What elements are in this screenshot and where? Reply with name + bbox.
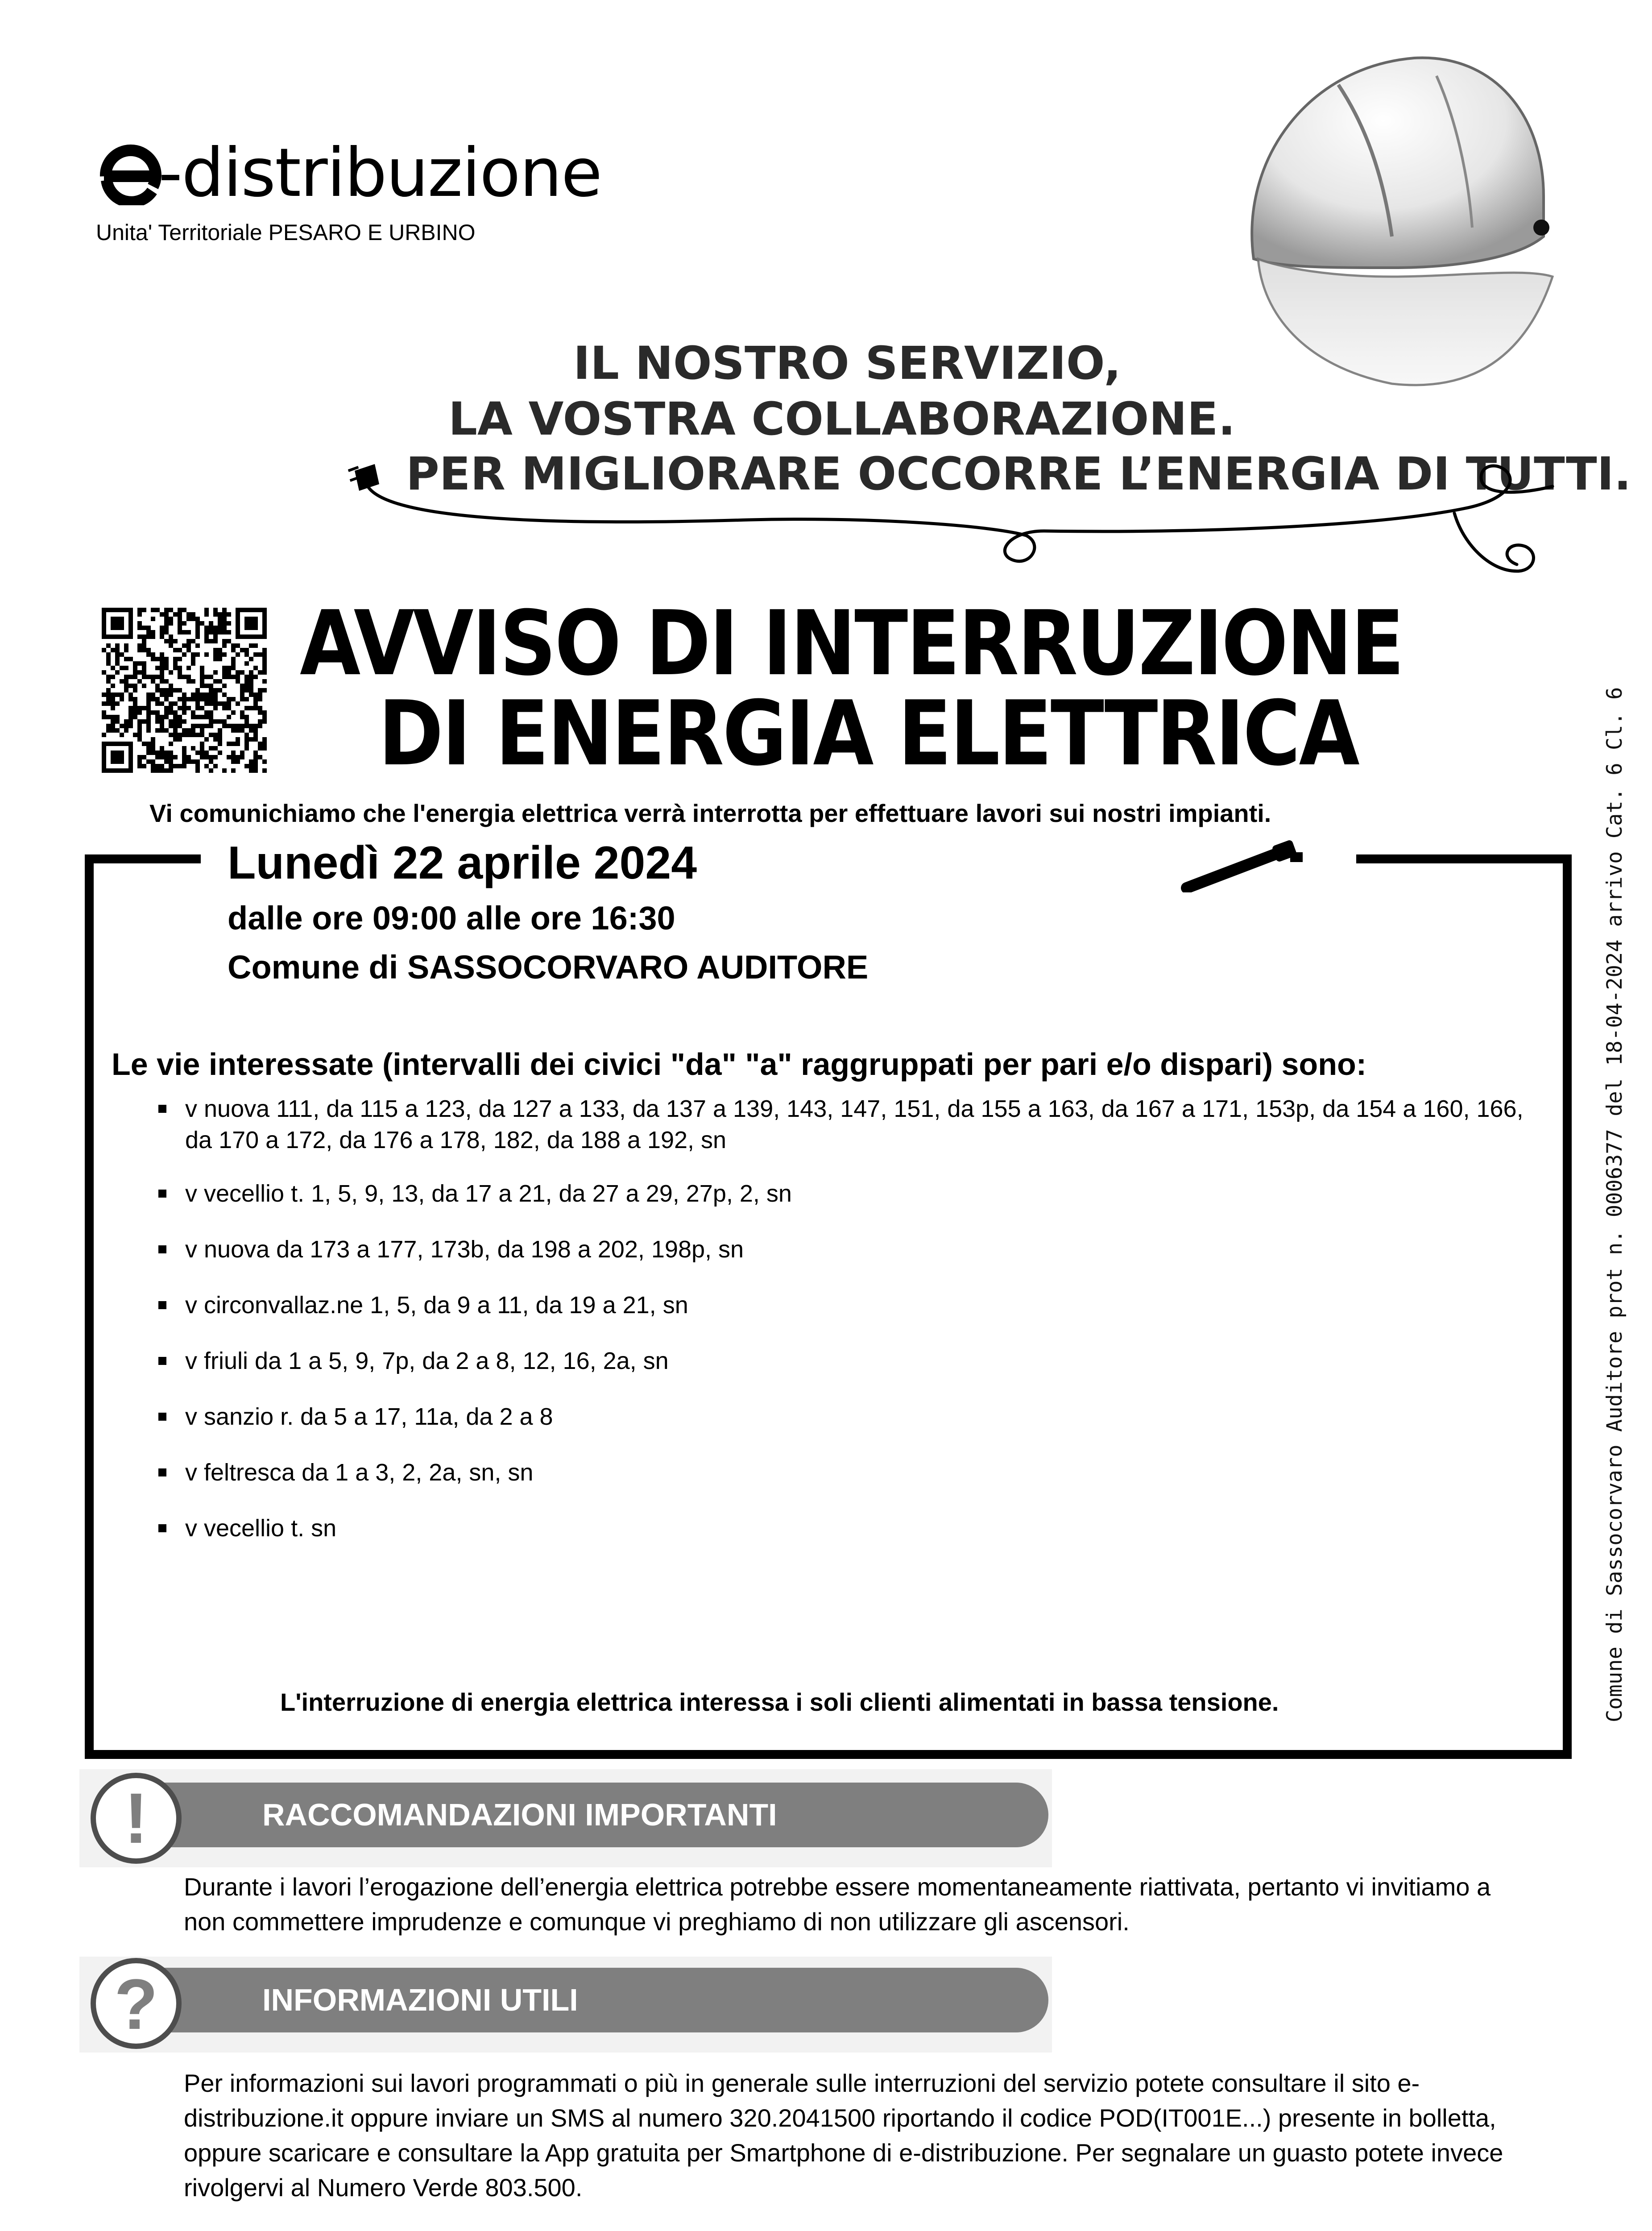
question-icon — [89, 1957, 183, 2050]
street-text: v sanzio r. da 5 a 17, 11a, da 2 a 8 — [185, 1403, 553, 1430]
flashlight-icon — [1178, 839, 1303, 892]
protocol-stamp: Comune di Sassocorvaro Auditore prot n. 0006377 del 18-04-2024 arrivo Cat. 6 Cl. 6 — [1602, 687, 1627, 1722]
recommendations-title: RACCOMANDAZIONI IMPORTANTI — [115, 1783, 1048, 1847]
notice-intro: Vi comunichiamo che l'energia elettrica verrà interrotta per effettuare lavori sui nostri impianti. — [149, 799, 1271, 827]
info-body: Per informazioni sui lavori programmati o più in generale sulle interruzioni del servizio potete consultare il sito e-distribuzione.it oppure inviare un SMS al numero 320.2041500 riportando il codice POD(IT001E...) presente in bolletta, oppure scaricare e consultare la App gratuita per Smartphone di e-distribuzione. Per segnalare un guasto potete invece rivolgervi al Numero Verde 803.500. — [184, 2069, 1503, 2202]
outage-municipality: Comune di SASSOCORVARO AUDITORE — [228, 949, 869, 986]
bullet-icon — [158, 1357, 166, 1365]
street-item — [158, 1345, 1532, 1377]
street-text: v nuova 111, da 115 a 123, da 127 a 133, da 137 a 139, 143, 147, 151, da 155 a 163, da 167 a 171, 153p, da 154 a 160, 166, da 170 a 172, da 176 a 178, 182, da 188 a 192, sn — [185, 1095, 1524, 1153]
svg-text:!: ! — [124, 1778, 148, 1858]
info-title: INFORMAZIONI UTILI — [115, 1968, 1048, 2032]
logo-wordmark: -distribuzione — [158, 134, 602, 212]
bullet-icon — [158, 1468, 166, 1476]
bullet-icon — [158, 1190, 166, 1198]
e-logo-icon — [96, 134, 163, 205]
exclamation-icon — [89, 1771, 183, 1865]
slogan-line-2: LA VOSTRA COLLABORAZIONE. — [448, 393, 1236, 446]
notice-title-line-1: AVVISO DI INTERRUZIONE — [300, 592, 1403, 696]
street-item — [158, 1234, 1532, 1265]
street-item — [158, 1093, 1532, 1156]
street-item — [158, 1401, 1532, 1432]
street-text: v vecellio t. 1, 5, 9, 13, da 17 a 21, da 27 a 29, 27p, 2, sn — [185, 1180, 792, 1207]
bullet-icon — [158, 1301, 166, 1309]
street-text: v nuova da 173 a 177, 173b, da 198 a 202, 198p, sn — [185, 1236, 744, 1263]
street-item — [158, 1457, 1532, 1488]
helmet-icon — [1205, 27, 1584, 406]
slogan-line-3: PER MIGLIORARE OCCORRE L’ENERGIA DI TUTTI. — [406, 448, 1631, 501]
bullet-icon — [158, 1105, 166, 1113]
bullet-icon — [158, 1524, 166, 1532]
slogan-line-1: IL NOSTRO SERVIZIO, — [573, 337, 1122, 390]
bullet-icon — [158, 1413, 166, 1421]
street-text: v circonvallaz.ne 1, 5, da 9 a 11, da 19 a 21, sn — [185, 1292, 688, 1319]
bullet-icon — [158, 1245, 166, 1253]
cable-plug-icon — [348, 460, 1566, 576]
street-item — [158, 1178, 1532, 1209]
low-voltage-note: L'interruzione di energia elettrica interessa i soli clienti alimentati in bassa tensione. — [280, 1688, 1279, 1716]
street-text: v feltresca da 1 a 3, 2, 2a, sn, sn — [185, 1459, 534, 1486]
street-text: v vecellio t. sn — [185, 1515, 337, 1542]
e-distribuzione-logo — [96, 134, 676, 219]
svg-text:?: ? — [114, 1964, 158, 2044]
recommendations-body: Durante i lavori l’erogazione dell’energia elettrica potrebbe essere momentaneamente riattivata, pertanto vi invitiamo a non commettere imprudenze e comunque vi preghiamo di non utilizzare gli ascensori. — [184, 1873, 1491, 1936]
streets-heading: Le vie interessate (intervalli dei civici "da" "a" raggruppati per pari e/o dispari) sono: — [112, 1047, 1367, 1082]
street-item — [158, 1290, 1532, 1321]
territorial-unit-label: Unita' Territoriale PESARO E URBINO — [96, 220, 476, 245]
street-text: v friuli da 1 a 5, 9, 7p, da 2 a 8, 12, 16, 2a, sn — [185, 1348, 669, 1374]
notice-title-line-2: DI ENERGIA ELETTRICA — [378, 682, 1358, 786]
street-item — [158, 1513, 1532, 1544]
qr-code[interactable] — [102, 608, 267, 773]
outage-time-range: dalle ore 09:00 alle ore 16:30 — [228, 900, 675, 937]
outage-date: Lunedì 22 aprile 2024 — [228, 837, 697, 889]
